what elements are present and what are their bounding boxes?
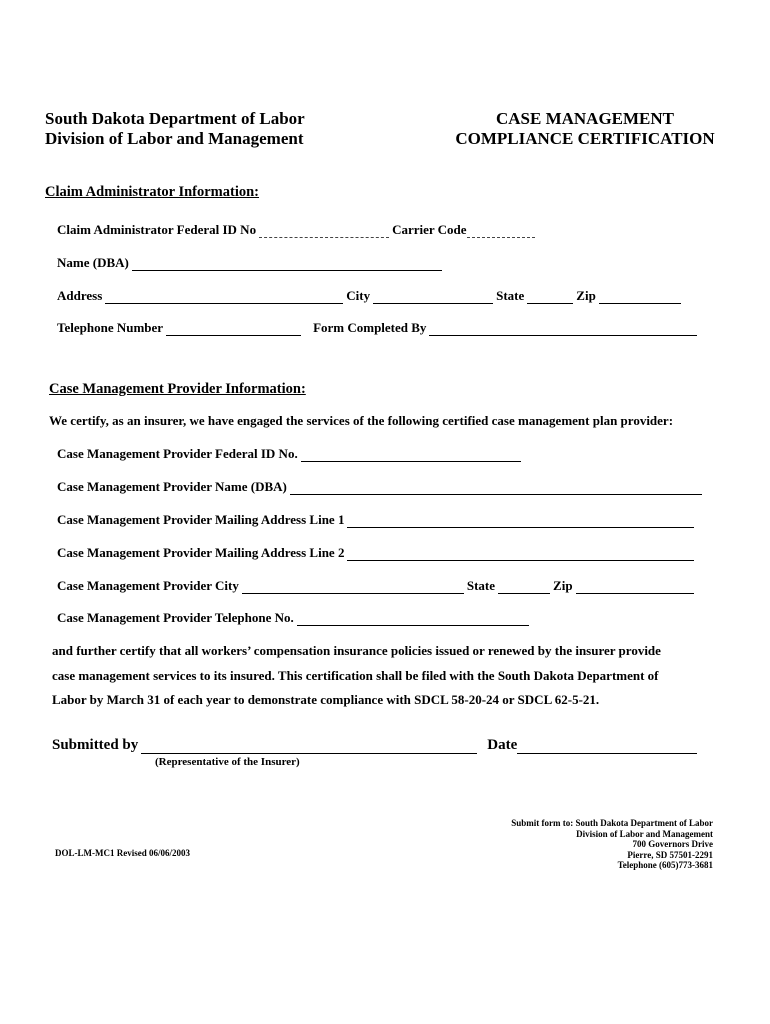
provider-row-id: [57, 446, 524, 462]
claim-admin-heading: Claim Administrator Information:: [45, 184, 260, 200]
header-left-line2: Division of Labor and Management: [45, 129, 304, 148]
provider-address1-label: Case Management Provider Mailing Address Line 1: [57, 512, 345, 527]
telephone-label: Telephone Number: [57, 320, 164, 335]
telephone-field[interactable]: [166, 323, 301, 336]
submitted-by-field[interactable]: [141, 741, 477, 754]
form-title-line2: COMPLIANCE CERTIFICATION: [455, 129, 715, 148]
zip-label: Zip: [576, 288, 596, 303]
certification-line-1: and further certify that all workers’ compensation insurance policies issued or renewed by the insurer provide: [52, 643, 661, 658]
provider-row-name: [57, 479, 705, 495]
provider-row-address1: [57, 512, 697, 528]
provider-address2-field[interactable]: [347, 548, 694, 561]
claim-admin-row-address: [57, 288, 684, 304]
name-field[interactable]: [132, 258, 442, 271]
carrier-code-field[interactable]: [467, 225, 535, 238]
federal-id-label: Claim Administrator Federal ID No: [57, 222, 257, 237]
submit-line-5: Telephone (605)773-3681: [617, 860, 713, 870]
state-field[interactable]: [527, 291, 573, 304]
provider-row-phone: [57, 610, 532, 626]
city-field[interactable]: [373, 291, 493, 304]
provider-address2-label: Case Management Provider Mailing Address Line 2: [57, 545, 345, 560]
provider-city-field[interactable]: [242, 581, 464, 594]
provider-name-label: Case Management Provider Name (DBA): [57, 479, 287, 494]
submit-address: [511, 818, 713, 871]
provider-zip-field[interactable]: [576, 581, 694, 594]
provider-state-label: State: [466, 578, 496, 593]
submit-line-4: Pierre, SD 57501-2291: [627, 849, 713, 860]
name-label: Name (DBA): [57, 255, 129, 270]
provider-city-label: Case Management Provider City: [57, 578, 239, 593]
provider-federal-id-label: Case Management Provider Federal ID No.: [57, 446, 298, 461]
claim-admin-row-name: [57, 255, 445, 271]
header-left-line1: South Dakota Department of Labor: [45, 109, 305, 128]
submit-line-2: Division of Labor and Management: [576, 828, 713, 839]
form-id: DOL-LM-MC1 Revised 06/06/2003: [55, 848, 190, 858]
form-completed-by-label: Form Completed By: [313, 320, 427, 335]
form-title: [425, 109, 745, 149]
provider-state-field[interactable]: [498, 581, 550, 594]
address-label: Address: [57, 288, 103, 303]
claim-admin-row-phone: [57, 320, 700, 336]
certify-statement: We certify, as an insurer, we have engaged the services of the following certified case management plan provider:: [49, 413, 674, 428]
representative-caption: (Representative of the Insurer): [155, 756, 300, 768]
provider-telephone-label: Case Management Provider Telephone No.: [57, 610, 294, 625]
certification-line-3: Labor by March 31 of each year to demonstrate compliance with SDCL 58-20-24 or SDCL 62-5-21.: [52, 692, 600, 707]
signature-row: [52, 737, 700, 754]
date-label: Date: [487, 737, 518, 753]
zip-field[interactable]: [599, 291, 681, 304]
provider-address1-field[interactable]: [347, 515, 694, 528]
federal-id-field[interactable]: [259, 225, 389, 238]
submit-line-1: Submit form to: South Dakota Department of Labor: [511, 818, 713, 828]
address-field[interactable]: [105, 291, 343, 304]
provider-telephone-field[interactable]: [297, 613, 529, 626]
provider-heading: Case Management Provider Information:: [49, 381, 306, 397]
provider-federal-id-field[interactable]: [301, 449, 521, 462]
submit-line-3: 700 Governors Drive: [632, 839, 713, 849]
provider-row-city: [57, 578, 697, 594]
form-title-line1: CASE MANAGEMENT: [495, 109, 675, 128]
provider-row-address2: [57, 545, 697, 561]
carrier-code-label: Carrier Code: [392, 222, 467, 237]
date-field[interactable]: [517, 741, 697, 754]
department-name: [45, 109, 305, 149]
form-completed-by-field[interactable]: [429, 323, 697, 336]
certification-line-2: case management services to its insured. This certification shall be filed with the South Dakota Department of: [52, 668, 659, 683]
state-label: State: [496, 288, 525, 303]
submitted-by-label: Submitted by: [52, 737, 139, 753]
claim-admin-row-ids: [57, 222, 538, 238]
provider-zip-label: Zip: [553, 578, 573, 593]
provider-name-field[interactable]: [290, 482, 702, 495]
city-label: City: [346, 288, 371, 303]
